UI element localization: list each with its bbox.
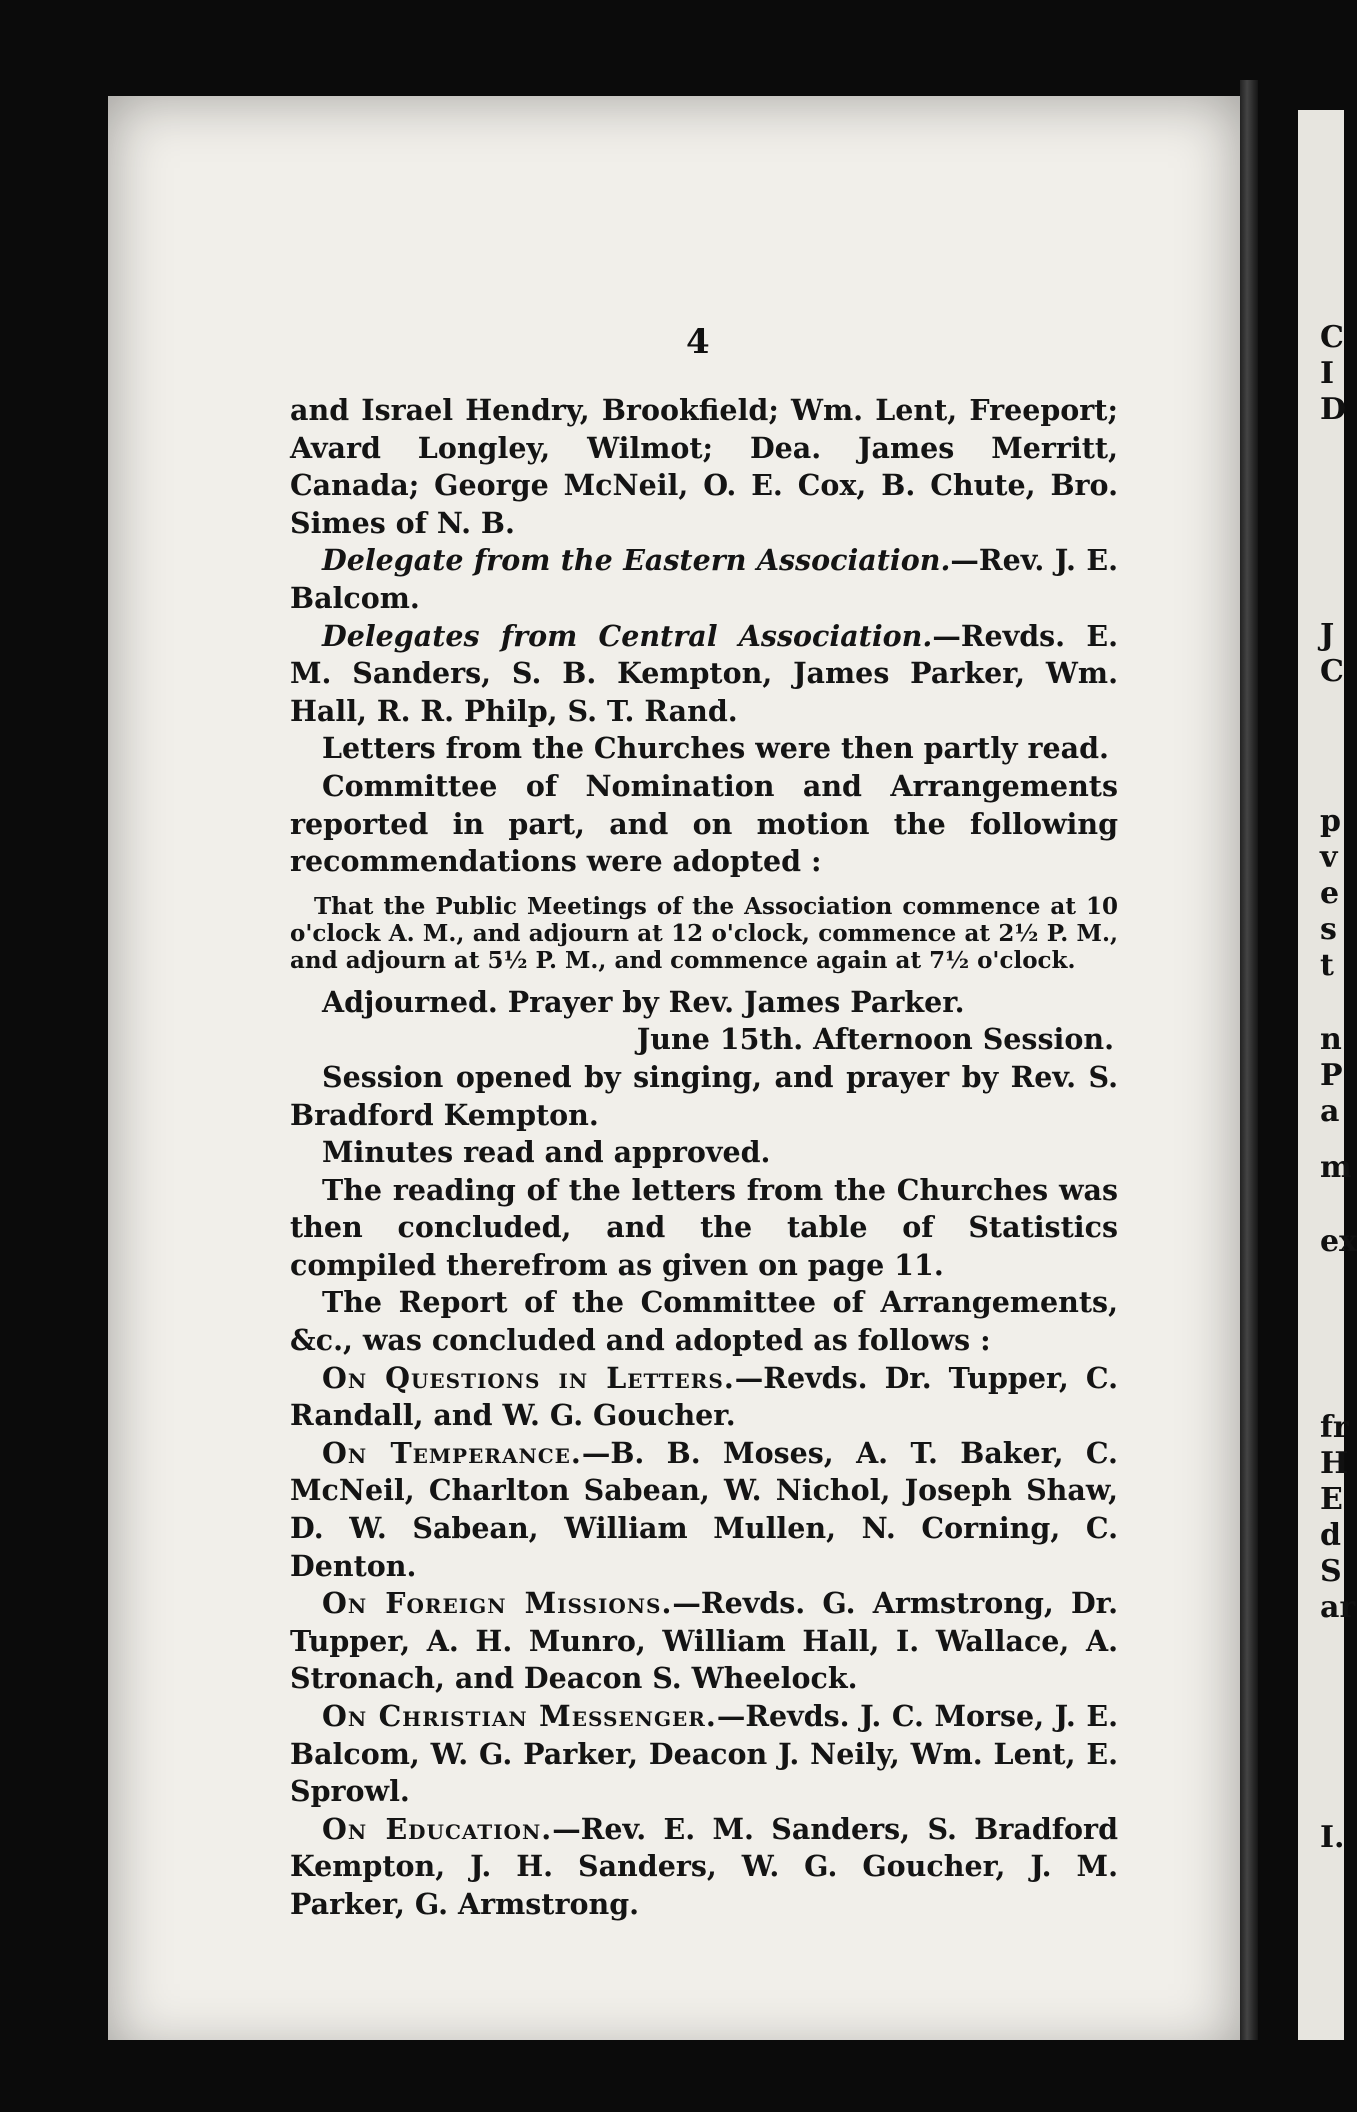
paragraph-text: That the Public Meetings of the Association commence at 10 o'clock A. M., and adjourn at 12 o'clock, commence at 2½ P. M., and adjourn at 5½ P. M., and commence again at 7½ o'clock. [290, 892, 1118, 974]
paragraph-lead: Delegates from Central Association. [322, 618, 933, 653]
paragraph-text: —Revds. E. M. Sanders, S. B. Kempton, James Parker, Wm. Hall, R. R. Philp, S. T. Rand. [290, 618, 1118, 728]
page-edge [1240, 80, 1258, 2070]
paragraph-text: June 15th. Afternoon Session. [636, 1022, 1114, 1057]
paragraph-text: Session opened by singing, and prayer by Rev. S. Bradford Kempton. [290, 1059, 1118, 1132]
facing-fragment: v [1320, 840, 1338, 875]
facing-fragment: I. [1320, 1820, 1345, 1855]
facing-fragment: e [1320, 876, 1340, 911]
paragraph [290, 1811, 1118, 1924]
facing-fragment: d [1320, 1518, 1341, 1553]
page-body [290, 392, 1118, 1924]
paragraph [290, 730, 1118, 768]
facing-fragment: H [1320, 1446, 1349, 1481]
paragraph [290, 1172, 1118, 1285]
paragraph [290, 1360, 1118, 1435]
paragraph [290, 1134, 1118, 1172]
paragraph-text: —Revds. Dr. Tupper, C. Randall, and W. G. Goucher. [290, 1360, 1118, 1433]
paragraph-text: —Rev. J. E. Balcom. [290, 543, 1118, 615]
paragraph-text: Adjourned. Prayer by Rev. James Parker. [322, 984, 965, 1019]
paragraph [290, 984, 1118, 1022]
facing-fragment: C [1320, 654, 1344, 689]
paragraph [290, 1435, 1118, 1585]
paragraph [290, 1021, 1118, 1059]
facing-fragment: E [1320, 1482, 1343, 1517]
paragraph-text: —Rev. E. M. Sanders, S. Bradford Kempton, J. H. Sanders, W. G. Goucher, J. M. Parker, G. Armstrong. [290, 1811, 1119, 1921]
paragraph [290, 1698, 1118, 1811]
paragraph-lead: On Education. [322, 1811, 553, 1846]
facing-fragment: m [1320, 1150, 1352, 1185]
facing-fragment: C [1320, 320, 1344, 355]
paragraph [290, 392, 1118, 542]
paragraph [290, 1284, 1118, 1359]
facing-fragment: S [1320, 1554, 1342, 1589]
facing-fragment: n [1320, 1022, 1342, 1057]
paragraph-text: The reading of the letters from the Churches was then concluded, and the table of Statistics compiled therefrom as given on page 11. [290, 1172, 1118, 1282]
paragraph-text: and Israel Hendry, Brookfield; Wm. Lent, Freeport; Avard Longley, Wilmot; Dea. James Merritt, Canada; George McNeil, O. E. Cox, B. Chute, Bro. Simes of N. B. [290, 393, 1118, 540]
book-gutter [1258, 100, 1298, 2060]
paragraph [290, 542, 1118, 617]
paragraph-text: —B. B. Moses, A. T. Baker, C. McNeil, Charlton Sabean, W. Nichol, Joseph Shaw, D. W. Sabean, William Mullen, N. Corning, C. Denton. [290, 1435, 1118, 1583]
facing-fragment: p [1320, 804, 1341, 839]
paragraph-text: Minutes read and approved. [322, 1135, 771, 1170]
scan-border [0, 2040, 1344, 2112]
paragraph [290, 618, 1118, 731]
paragraph-text: —Revds. G. Armstrong, Dr. Tupper, A. H. Munro, William Hall, I. Wallace, A. Stronach, and Deacon S. Wheelock. [290, 1586, 1118, 1696]
paragraph [290, 1585, 1118, 1698]
paragraph [290, 893, 1118, 974]
paragraph-lead: On Christian Messenger. [322, 1699, 717, 1733]
facing-page [1298, 110, 1357, 2060]
facing-fragment: ar [1320, 1590, 1356, 1625]
facing-fragment: ex [1320, 1224, 1357, 1259]
paragraph-text: Letters from the Churches were then partly read. [322, 731, 1109, 766]
paragraph-text: Committee of Nomination and Arrangements reported in part, and on motion the following recommendations were adopted : [290, 768, 1118, 879]
paragraph-lead: On Foreign Missions. [322, 1586, 673, 1621]
facing-fragment: I [1320, 356, 1335, 391]
paragraph [290, 768, 1118, 881]
facing-fragment: fr [1320, 1410, 1349, 1445]
paragraph-lead: On Temperance. [322, 1435, 582, 1470]
page-number: 4 [686, 322, 710, 362]
facing-fragment: t [1320, 948, 1334, 983]
paragraph [290, 1059, 1118, 1134]
paragraph-text: The Report of the Committee of Arrangements, &c., was concluded and adopted as follows : [290, 1285, 1118, 1358]
facing-fragment: D [1320, 392, 1347, 427]
facing-fragment: s [1320, 912, 1337, 947]
facing-fragment: P [1320, 1058, 1343, 1093]
paragraph-text: —Revds. J. C. Morse, J. E. Balcom, W. G. Parker, Deacon J. Neily, Wm. Lent, E. Sprowl. [290, 1699, 1118, 1809]
paragraph-lead: Delegate from the Eastern Association. [322, 543, 951, 578]
facing-fragment: J [1320, 618, 1335, 653]
paragraph-lead: On Questions in Letters. [322, 1360, 735, 1395]
facing-fragment: a [1320, 1094, 1340, 1129]
